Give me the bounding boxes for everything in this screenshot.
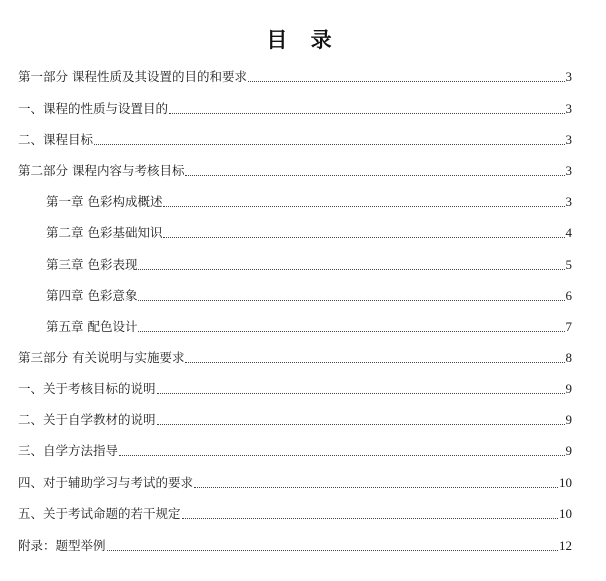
toc-entry-label: 五、关于考试命题的若干规定 (18, 506, 181, 521)
toc-entry[interactable] (18, 131, 572, 149)
toc-dot-leader (157, 393, 565, 394)
toc-dot-leader (163, 237, 564, 238)
toc-entry-page: 9 (565, 443, 572, 458)
toc-entry-label: 第四章 色彩意象 (46, 288, 138, 303)
toc-dot-leader (138, 300, 564, 301)
toc-entry-label: 第三章 色彩表现 (46, 257, 138, 272)
toc-entry[interactable] (18, 349, 572, 367)
toc-entry[interactable] (46, 318, 572, 336)
toc-entry-page: 3 (565, 194, 572, 209)
toc-entry-label: 第三部分 有关说明与实施要求 (18, 350, 185, 365)
toc-entry[interactable] (18, 162, 572, 180)
toc-dot-leader (157, 424, 565, 425)
toc-dot-leader (194, 487, 558, 488)
toc-entry-page: 12 (559, 538, 572, 553)
toc-entry[interactable] (18, 411, 572, 429)
toc-dot-leader (119, 455, 564, 456)
toc-entry[interactable] (46, 224, 572, 242)
toc-dot-leader (185, 175, 564, 176)
toc-entry-label: 第一部分 课程性质及其设置的目的和要求 (18, 69, 247, 84)
toc-entry-label: 二、关于自学教材的说明 (18, 412, 156, 427)
toc-entry-page: 3 (565, 69, 572, 84)
toc-entry[interactable] (18, 474, 572, 492)
toc-dot-leader (163, 206, 564, 207)
toc-entry-label: 第五章 配色设计 (46, 319, 138, 334)
toc-entry-page: 3 (565, 101, 572, 116)
toc-entry[interactable] (18, 380, 572, 398)
toc-entry[interactable] (18, 505, 572, 523)
toc-dot-leader (94, 144, 564, 145)
toc-entry[interactable] (18, 100, 572, 118)
toc-entry-page: 10 (559, 506, 572, 521)
toc-entry-page: 10 (559, 475, 572, 490)
toc-entry-label: 四、对于辅助学习与考试的要求 (18, 475, 194, 490)
toc-entry-page: 5 (565, 257, 572, 272)
toc-entry-page: 3 (565, 163, 572, 178)
toc-entry-label: 第二部分 课程内容与考核目标 (18, 163, 185, 178)
toc-entry-label: 一、课程的性质与设置目的 (18, 101, 169, 116)
toc-entry-label: 第一章 色彩构成概述 (46, 194, 163, 209)
toc-dot-leader (138, 269, 564, 270)
toc-dot-leader (182, 518, 558, 519)
toc-entry-page: 8 (565, 350, 572, 365)
toc-entry[interactable] (46, 256, 572, 274)
toc-entry[interactable] (18, 537, 572, 555)
toc-entry-page: 9 (565, 412, 572, 427)
toc-entry-label: 第二章 色彩基础知识 (46, 225, 163, 240)
toc-dot-leader (185, 362, 564, 363)
page-title: 目 录 (266, 28, 340, 52)
toc-entry-label: 三、自学方法指导 (18, 443, 119, 458)
toc-entry[interactable] (46, 287, 572, 305)
toc-entry-page: 9 (565, 381, 572, 396)
toc-dot-leader (248, 81, 565, 82)
toc-entry-label: 附录：题型举例 (18, 538, 106, 553)
toc-entry-page: 3 (565, 132, 572, 147)
toc-entry-label: 二、课程目标 (18, 132, 94, 147)
toc-dot-leader (107, 550, 558, 551)
toc-dot-leader (169, 113, 564, 114)
toc-dot-leader (138, 331, 564, 332)
toc-entry-page: 4 (565, 225, 572, 240)
toc-entry[interactable] (18, 68, 572, 86)
toc-entry[interactable] (46, 193, 572, 211)
toc-entry-page: 6 (565, 288, 572, 303)
toc-entry-page: 7 (565, 319, 572, 334)
toc-entry-label: 一、关于考核目标的说明 (18, 381, 156, 396)
toc-entry[interactable] (18, 442, 572, 460)
